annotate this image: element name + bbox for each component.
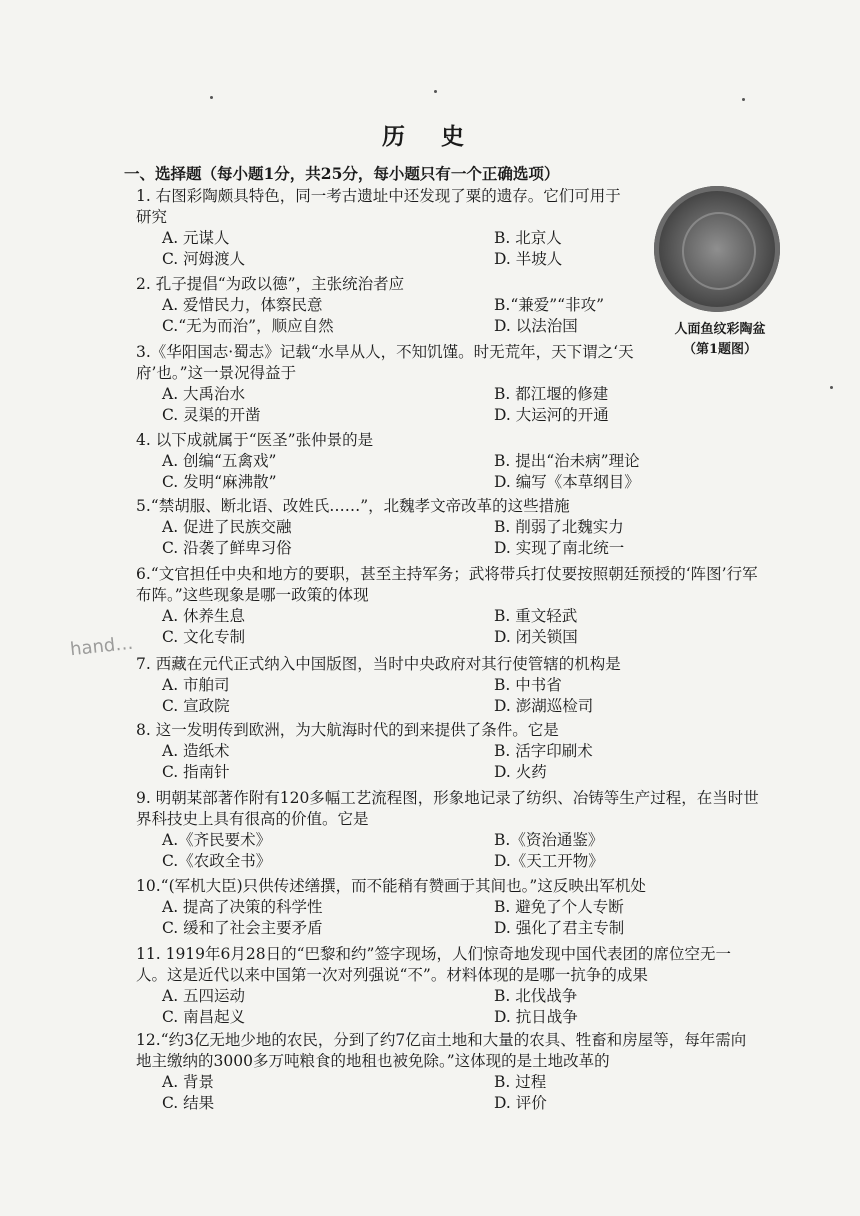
question-stem: 5.“禁胡服、断北语、改姓氏……”，北魏孝文帝改革的这些措施 — [136, 497, 570, 515]
answer-option[interactable]: B. 避免了个人专断 — [494, 898, 624, 916]
answer-option[interactable]: A. 造纸术 — [162, 742, 230, 760]
answer-option[interactable]: A. 元谋人 — [162, 229, 230, 247]
answer-option[interactable]: C. 南昌起义 — [162, 1008, 246, 1026]
scan-speck — [742, 98, 745, 101]
answer-option[interactable]: C. 河姆渡人 — [162, 250, 246, 268]
answer-option[interactable]: D. 闭关锁国 — [494, 628, 578, 646]
answer-option[interactable]: B. 活字印刷术 — [494, 742, 593, 760]
answer-option[interactable]: A. 促进了民族交融 — [162, 518, 292, 536]
painted-pottery-basin-image — [654, 186, 780, 312]
answer-option[interactable]: D. 评价 — [494, 1094, 547, 1112]
question-stem: 2. 孔子提倡“为政以德”，主张统治者应 — [136, 275, 405, 293]
figure-caption-line1: 人面鱼纹彩陶盆 — [674, 322, 766, 337]
answer-option[interactable]: B. 削弱了北魏实力 — [494, 518, 624, 536]
question-6 — [136, 564, 761, 646]
scan-speck — [434, 90, 437, 93]
question-stem: 1. 右图彩陶颇具特色，同一考古遗址中还发现了粟的遗存。它们可用于研究 — [136, 187, 621, 226]
answer-option[interactable]: D. 编写《本草纲目》 — [494, 473, 640, 491]
answer-option[interactable]: D. 抗日战争 — [494, 1008, 578, 1026]
answer-option[interactable]: C. 宣政院 — [162, 697, 230, 715]
question-3 — [136, 342, 636, 424]
answer-option[interactable]: C. 灵渠的开凿 — [162, 406, 261, 424]
answer-option[interactable]: C. 指南针 — [162, 763, 230, 781]
question-stem: 12.“约3亿无地少地的农民，分到了约7亿亩土地和大量的农具、牲畜和房屋等，每年需向地主缴纳的3000多万吨粮食的地租也被免除。”这体现的是土地改革的 — [136, 1031, 747, 1070]
answer-option[interactable]: D.《天工开物》 — [494, 852, 604, 870]
answer-option[interactable]: B. 北伐战争 — [494, 987, 578, 1005]
question-11 — [136, 944, 761, 1026]
answer-option[interactable]: C. 缓和了社会主要矛盾 — [162, 919, 323, 937]
question-10 — [136, 876, 761, 937]
question-4 — [136, 430, 716, 491]
answer-option[interactable]: B. 北京人 — [494, 229, 562, 247]
question-stem: 9. 明朝某部著作附有120多幅工艺流程图，形象地记录了纺织、冶铸等生产过程，在当时世界科技史上具有很高的价值。它是 — [136, 789, 759, 828]
answer-option[interactable]: B.《资治通鉴》 — [494, 831, 604, 849]
answer-option[interactable]: A. 爱惜民力，体察民意 — [162, 296, 323, 314]
question-2 — [136, 274, 636, 335]
answer-option[interactable]: B. 过程 — [494, 1073, 547, 1091]
answer-option[interactable]: A. 大禹治水 — [162, 385, 246, 403]
scan-speck — [210, 96, 213, 99]
answer-option[interactable]: A. 背景 — [162, 1073, 215, 1091]
answer-option[interactable]: D. 实现了南北统一 — [494, 539, 625, 557]
answer-option[interactable]: C. 文化专制 — [162, 628, 246, 646]
answer-option[interactable]: D. 大运河的开通 — [494, 406, 609, 424]
handwritten-mark: hand… — [69, 632, 135, 661]
answer-option[interactable]: B. 提出“治未病”理论 — [494, 452, 640, 470]
question-stem: 8. 这一发明传到欧洲，为大航海时代的到来提供了条件。它是 — [136, 721, 559, 739]
scan-speck — [830, 386, 833, 389]
page-title: 历 史 — [381, 123, 478, 150]
answer-option[interactable]: D. 强化了君主专制 — [494, 919, 625, 937]
answer-option[interactable]: D. 半坡人 — [494, 250, 563, 268]
answer-option[interactable]: C.“无为而治”，顺应自然 — [162, 317, 334, 335]
answer-option[interactable]: A. 五四运动 — [162, 987, 246, 1005]
question-9 — [136, 788, 761, 870]
answer-option[interactable]: B. 中书省 — [494, 676, 562, 694]
answer-option[interactable]: D. 澎湖巡检司 — [494, 697, 594, 715]
answer-option[interactable]: D. 火药 — [494, 763, 547, 781]
question-8 — [136, 720, 761, 781]
question-stem: 3.《华阳国志·蜀志》记载“水旱从人，不知饥馑。时无荒年，天下谓之‘天府’也。”这一景况得益于 — [136, 343, 634, 382]
answer-option[interactable]: B. 重文轻武 — [494, 607, 578, 625]
answer-option[interactable]: A. 休养生息 — [162, 607, 246, 625]
answer-option[interactable]: C. 结果 — [162, 1094, 215, 1112]
section-heading: 一、选择题（每小题1分，共25分，每小题只有一个正确选项） — [124, 164, 560, 183]
answer-option[interactable]: C. 沿袭了鲜卑习俗 — [162, 539, 292, 557]
question-stem: 11. 1919年6月28日的“巴黎和约”签字现场，人们惊奇地发现中国代表团的席位空无一人。这是近代以来中国第一次对列强说“不”。材料体现的是哪一抗争的成果 — [136, 945, 731, 984]
answer-option[interactable]: B. 都江堰的修建 — [494, 385, 609, 403]
question-stem: 4. 以下成就属于“医圣”张仲景的是 — [136, 431, 374, 449]
question-stem: 7. 西藏在元代正式纳入中国版图，当时中央政府对其行使管辖的机构是 — [136, 655, 621, 673]
figure-caption — [654, 320, 786, 360]
answer-option[interactable]: A.《齐民要术》 — [162, 831, 272, 849]
question-stem: 6.“文官担任中央和地方的要职，甚至主持军务；武将带兵打仗要按照朝廷预授的‘阵图’行军布阵。”这些现象是哪一政策的体现 — [136, 565, 758, 604]
answer-option[interactable]: C.《农政全书》 — [162, 852, 272, 870]
answer-option[interactable]: D. 以法治国 — [494, 317, 578, 335]
question-1 — [136, 186, 636, 268]
answer-option[interactable]: A. 提高了决策的科学性 — [162, 898, 323, 916]
figure-caption-line2: （第1题图） — [682, 342, 758, 357]
answer-option[interactable]: A. 创编“五禽戏” — [162, 452, 277, 470]
question-12 — [136, 1030, 761, 1112]
question-stem: 10.“(军机大臣)只供传述缮撰，而不能稍有赞画于其间也。”这反映出军机处 — [136, 877, 646, 895]
answer-option[interactable]: A. 市舶司 — [162, 676, 230, 694]
answer-option[interactable]: C. 发明“麻沸散” — [162, 473, 277, 491]
question-7 — [136, 654, 761, 715]
answer-option[interactable]: B.“兼爱”“非攻” — [494, 296, 605, 314]
question-5 — [136, 496, 716, 557]
